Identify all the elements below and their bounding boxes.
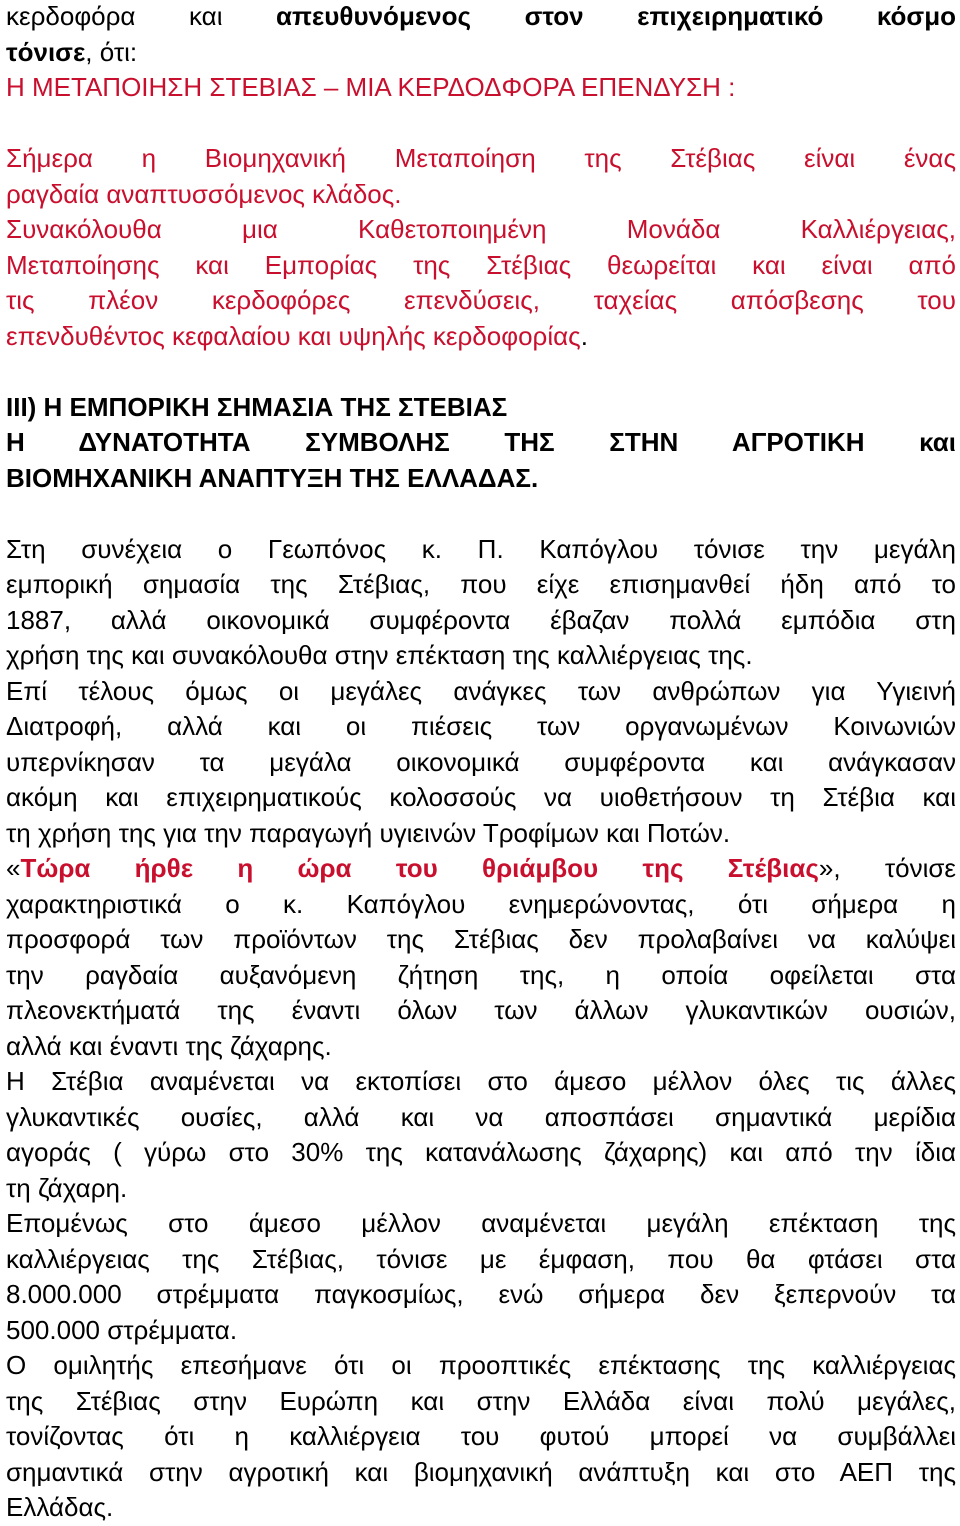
body-line: Ελλάδας. [6,1492,114,1522]
intro-rest: , ότι: [85,36,138,67]
body-line: της Στέβιας στην Ευρώπη και στην Ελλάδα είναι πολύ μεγάλες, [6,1385,956,1416]
body-line: τη χρήση της για την παραγωγή υγιεινών Τροφίμων και Ποτών. [6,817,731,848]
spacer [6,354,956,390]
spacer [6,106,956,142]
section-3-subtitle-line: Η ΔΥΝΑΤΟΤΗΤΑ ΣΥΜΒΟΛΗΣ ΤΗΣ ΣΤΗΝ ΑΓΡΟΤΙΚΗ και [6,427,956,457]
body-line: Διατροφή, αλλά και οι πιέσεις των οργανωμένων Κοινωνιών [6,711,956,741]
body-line: τη ζάχαρη. [6,1172,128,1203]
body-paragraph-3 [6,851,956,1064]
red-paragraph-line: τις πλέον κερδοφόρες επενδύσεις, ταχείας απόσβεσης του [6,285,956,315]
body-line: τονίζοντας ότι η καλλιέργεια του φυτού μπορεί να συμβάλλει [6,1421,956,1451]
red-paragraph-line: Σήμερα η Βιομηχανική Μεταποίηση της Στέβιας είναι ένας [6,143,956,173]
quote-open: « [6,853,21,883]
section-3-heading [6,390,956,497]
body-line: αγοράς ( γύρω στο 30% της κατανάλωσης ζάχαρης) και από την ίδια [6,1137,956,1167]
red-paragraph-period: . [580,320,588,351]
red-paragraph-last-text: επενδυθέντος κεφαλαίου και υψηλής κερδοφορίας [6,320,581,351]
body-line: καλλιέργειας της Στέβιας, τόνισε με έμφαση, που θα φτάσει στα [6,1243,956,1274]
red-paragraph-line: Συνακόλουθα μια Καθετοποιημένη Μονάδα Καλλιέργειας, [6,214,956,244]
body-line: Ο ομιλητής επεσήμανε ότι οι προοπτικές επέκτασης της καλλιέργειας [6,1350,956,1380]
body-paragraph-1 [6,532,956,674]
body-line: την ραγδαία αυξανόμενη ζήτηση της, η οποία οφείλεται στα [6,959,956,990]
intro-bold-text: απευθυνόμενος στον επιχειρηματικό κόσμο [276,1,956,31]
body-line: ακόμη και επιχειρηματικούς κολοσσούς να υιοθετήσουν τη Στέβια και [6,782,956,812]
body-line: 500.000 στρέμματα. [6,1314,238,1345]
section-3-subtitle-line: ΒΙΟΜΗΧΑΝΙΚΗ ΑΝΑΠΤΥΞΗ ΤΗΣ ΕΛΛΑΔΑΣ. [6,462,539,493]
red-paragraph-last-line [6,319,956,355]
body-line: γλυκαντικές ουσίες, αλλά και να αποσπάσει σημαντικά μερίδια [6,1101,956,1132]
document-page [6,0,956,1526]
quote-line [6,851,956,887]
quote-close: », τόνισε [818,853,956,883]
body-line: προσφορά των προϊόντων της Στέβιας δεν προλαβαίνει να καλύψει [6,924,956,954]
body-paragraph-6 [6,1348,956,1526]
body-line: Στη συνέχεια ο Γεωπόνος κ. Π. Καπόγλου τόνισε την μεγάλη [6,533,956,564]
section-3-title: III) Η ΕΜΠΟΡΙΚΗ ΣΗΜΑΣΙΑ ΤΗΣ ΣΤΕΒΙΑΣ [6,391,508,422]
body-paragraph-2 [6,674,956,852]
body-paragraph-4 [6,1064,956,1206]
red-paragraph [6,141,956,354]
body-line: εμπορική σημασία της Στέβιας, που είχε επισημανθεί ήδη από το [6,569,956,599]
intro-line-2 [6,35,956,71]
intro-text: κερδοφόρα και [6,1,277,31]
body-line: χρήση της και συνακόλουθα στην επέκταση της καλλιέργειας της. [6,640,753,670]
body-line: 8.000.000 στρέμματα παγκοσμίως, ενώ σήμερα δεν ξεπερνούν τα [6,1279,956,1309]
body-line: υπερνίκησαν τα μεγάλα οικονομικά συμφέροντα και ανάγκασαν [6,746,956,777]
body-line: Επί τέλους όμως οι μεγάλες ανάγκες των ανθρώπων για Υγιεινή [6,675,956,706]
red-paragraph-line: ραγδαία αναπτυσσόμενος κλάδος. [6,178,402,209]
body-paragraph-5 [6,1206,956,1348]
body-line: Η Στέβια αναμένεται να εκτοπίσει στο άμεσο μέλλον όλες τις άλλες [6,1066,956,1096]
body-line: αλλά και έναντι της ζάχαρης. [6,1030,332,1061]
quote-text: Τώρα ήρθε η ώρα του θριάμβου της Στέβιας [20,853,819,883]
body-line: χαρακτηριστικά ο κ. Καπόγλου ενημερώνοντας, ότι σήμερα η [6,888,956,919]
body-line: 1887, αλλά οικονομικά συμφέροντα έβαζαν πολλά εμπόδια στη [6,604,956,635]
intro-line-1 [6,0,956,35]
red-paragraph-line: Μεταποίησης και Εμπορίας της Στέβιας θεωρείται και είναι από [6,249,956,280]
body-line: σημαντικά στην αγροτική και βιομηχανική ανάπτυξη και στο ΑΕΠ της [6,1456,956,1487]
spacer [6,496,956,532]
section-heading-red: Η ΜΕΤΑΠΟΙΗΣΗ ΣΤΕΒΙΑΣ – ΜΙΑ ΚΕΡΔΟΔΦΟΡΑ ΕΠΕΝΔΥΣΗ : [6,72,736,102]
body-line: Επομένως στο άμεσο μέλλον αναμένεται μεγάλη επέκταση της [6,1208,956,1238]
body-line: πλεονεκτήματά της έναντι όλων των άλλων γλυκαντικών ουσιών, [6,995,956,1025]
intro-bold-verb: τόνισε [6,36,86,67]
